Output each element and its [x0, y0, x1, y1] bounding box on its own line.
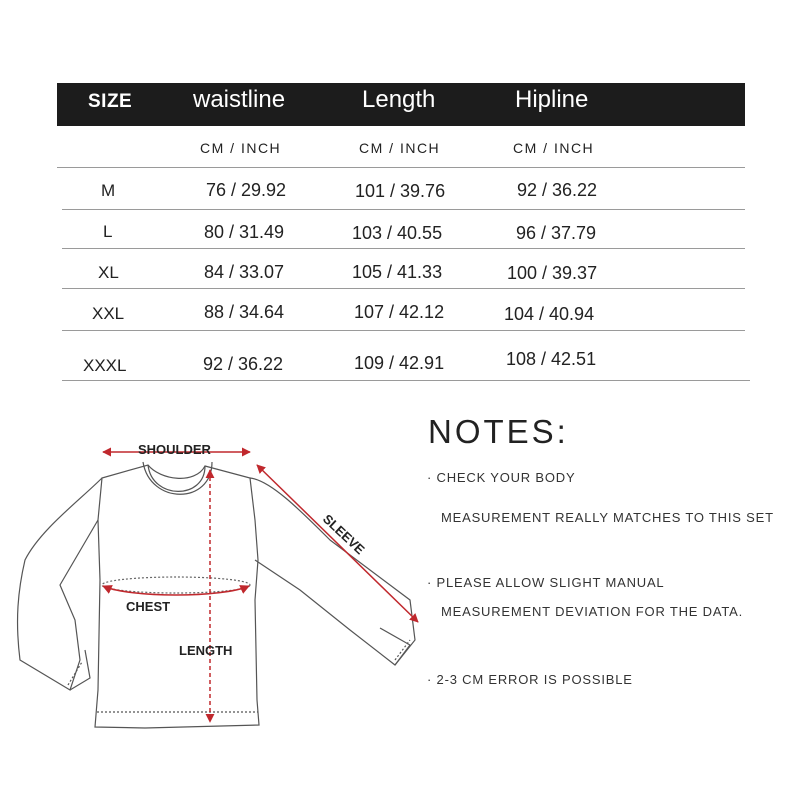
row-hipline: 92 / 36.22	[517, 180, 598, 200]
unit-length: CM / INCH	[359, 140, 441, 156]
length-label: LENGTH	[179, 643, 233, 658]
table-divider	[62, 288, 745, 289]
table-divider	[62, 380, 750, 381]
table-divider	[57, 167, 745, 168]
table-divider	[62, 209, 745, 210]
row-size: L	[103, 222, 113, 241]
note-line: MEASUREMENT DEVIATION FOR THE DATA.	[441, 604, 743, 619]
note-line: · PLEASE ALLOW SLIGHT MANUAL	[427, 575, 665, 590]
header-hipline: Hipline	[515, 86, 589, 113]
row-length: 103 / 40.55	[352, 223, 443, 243]
row-size: M	[101, 181, 116, 200]
note-line: · 2-3 CM ERROR IS POSSIBLE	[427, 672, 633, 687]
row-size: XL	[98, 263, 119, 282]
shirt-outline	[18, 462, 415, 728]
row-waistline: 80 / 31.49	[204, 222, 285, 242]
unit-waistline: CM / INCH	[200, 140, 282, 156]
note-line: MEASUREMENT REALLY MATCHES TO THIS SET	[441, 510, 774, 525]
shoulder-label: SHOULDER	[138, 442, 211, 457]
row-hipline: 100 / 39.37	[507, 263, 598, 283]
row-waistline: 84 / 33.07	[204, 262, 285, 282]
sleeve-arrow	[257, 465, 418, 622]
sleeve-label: SLEEVE	[319, 511, 368, 558]
row-length: 109 / 42.91	[354, 353, 445, 373]
table-divider	[62, 248, 745, 249]
row-hipline: 108 / 42.51	[506, 349, 597, 369]
row-hipline: 104 / 40.94	[504, 304, 595, 324]
row-size: XXXL	[83, 356, 127, 375]
row-length: 107 / 42.12	[354, 302, 445, 322]
row-length: 105 / 41.33	[352, 262, 443, 282]
chest-label: CHEST	[126, 599, 171, 614]
row-hipline: 96 / 37.79	[516, 223, 597, 243]
row-waistline: 92 / 36.22	[203, 354, 284, 374]
chest-ellipse	[102, 577, 250, 593]
row-waistline: 88 / 34.64	[204, 302, 285, 322]
row-size: XXL	[92, 304, 125, 323]
header-length: Length	[362, 86, 436, 113]
note-line: · CHECK YOUR BODY	[427, 470, 576, 485]
header-size: SIZE	[88, 91, 133, 112]
table-divider	[62, 330, 745, 331]
row-waistline: 76 / 29.92	[206, 180, 287, 200]
notes-title: NOTES:	[428, 413, 569, 450]
unit-hipline: CM / INCH	[513, 140, 595, 156]
row-length: 101 / 39.76	[355, 181, 446, 201]
shirt-diagram	[0, 400, 430, 760]
header-waistline: waistline	[193, 86, 286, 113]
